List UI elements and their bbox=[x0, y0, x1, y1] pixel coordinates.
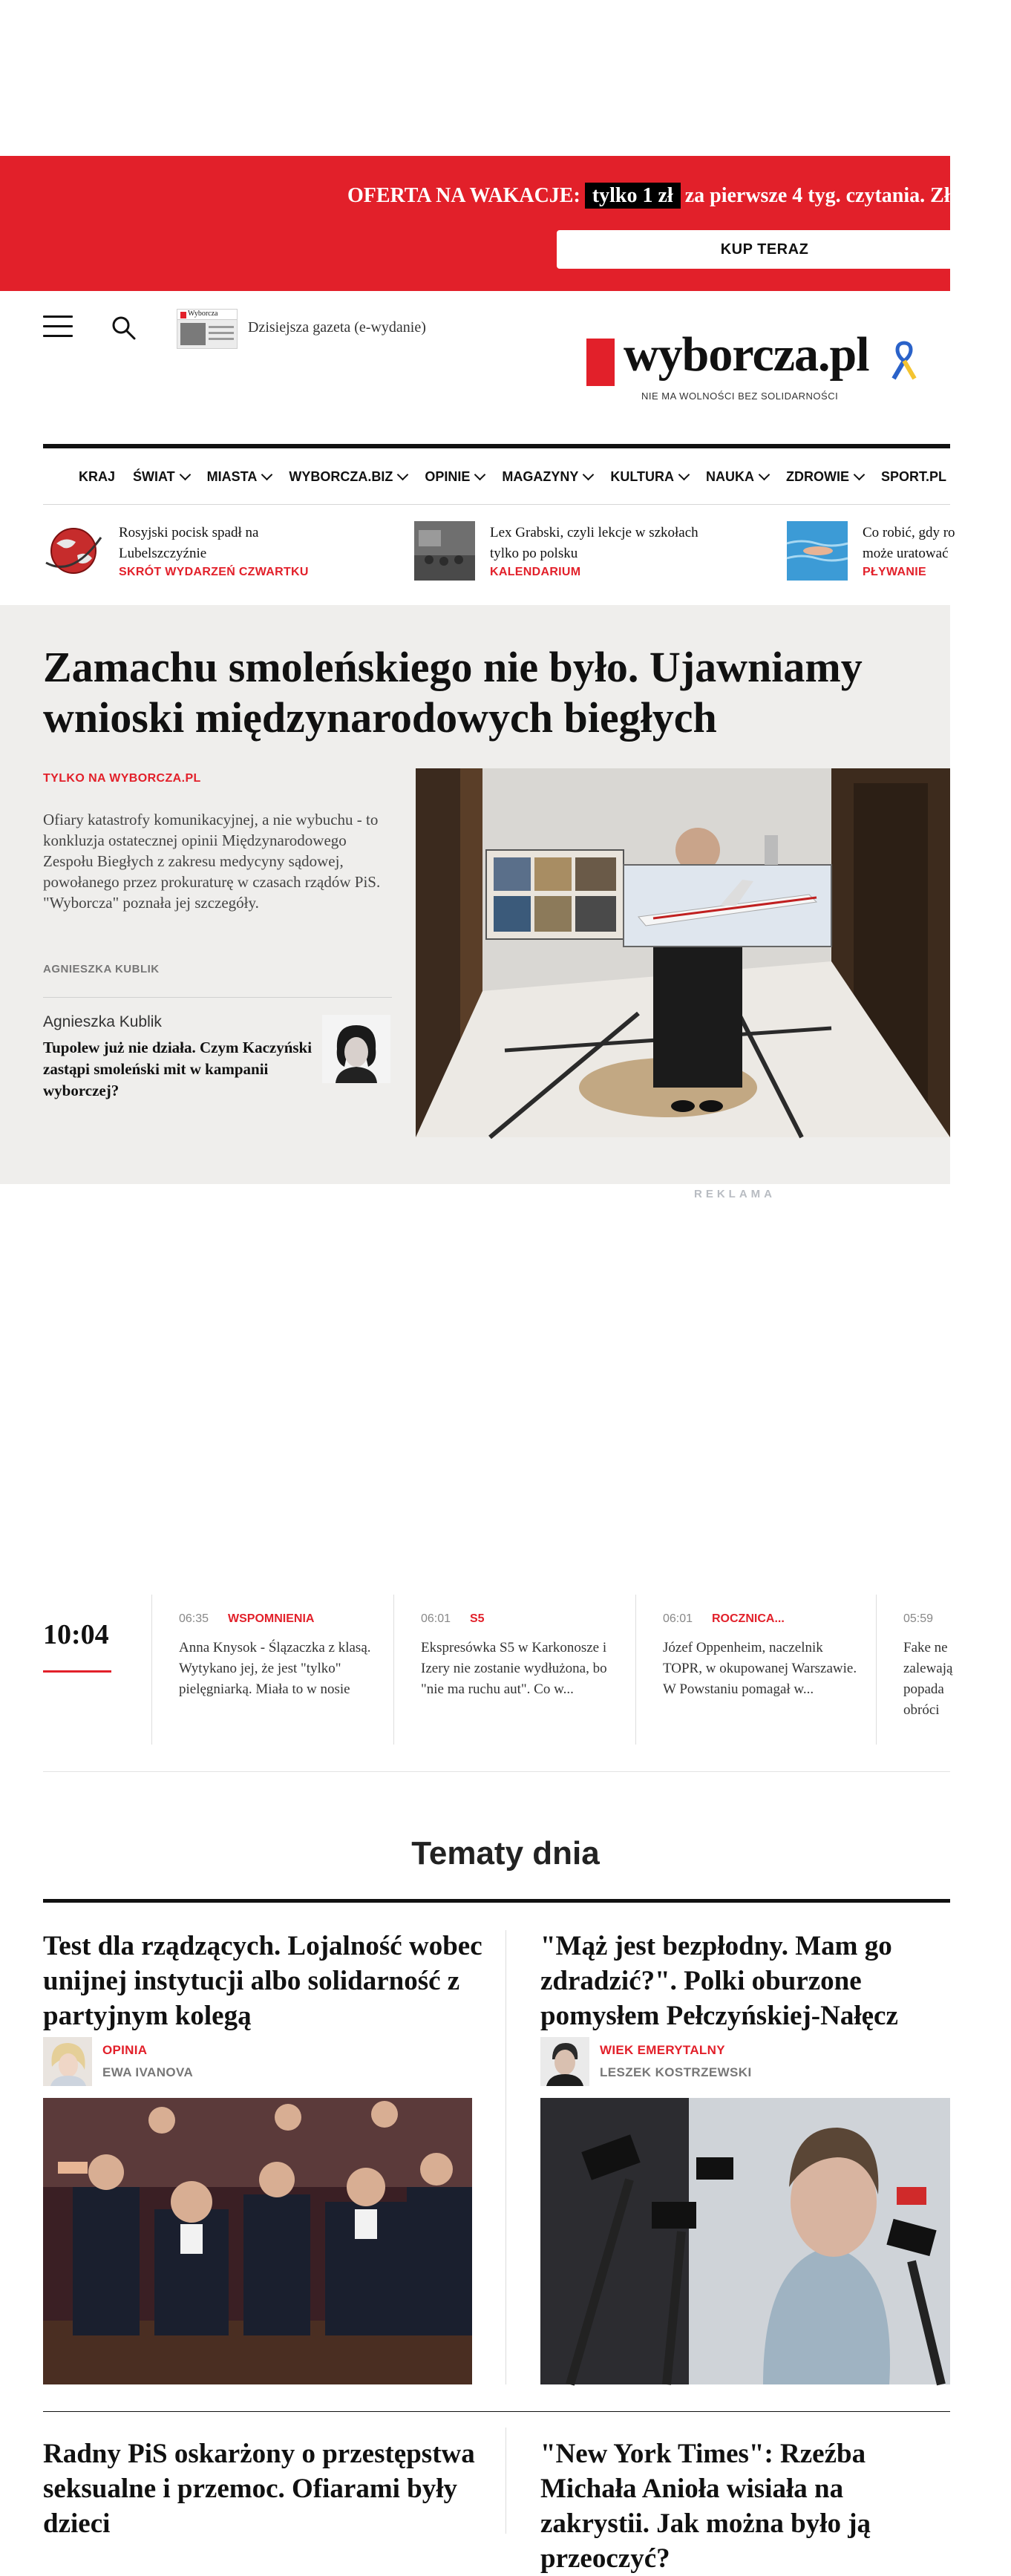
promo-text-before: OFERTA NA WAKACJE: bbox=[347, 184, 580, 207]
chevron-down-icon bbox=[759, 469, 770, 481]
author-avatar bbox=[322, 1015, 390, 1083]
chevron-down-icon bbox=[397, 469, 409, 481]
swimmer-photo bbox=[787, 521, 848, 581]
ticker-category: S5 bbox=[470, 1612, 485, 1625]
article-title[interactable]: Radny PiS oskarżony o przestępstwa seksualne i przemoc. Ofiarami były dzieci bbox=[43, 2439, 475, 2539]
article-title[interactable]: "Mąż jest bezpłodny. Mam go zdradzić?". Polki oburzone pomysłem Pełczyńskiej-Nałęcz bbox=[540, 1931, 898, 2031]
ticker-item[interactable] bbox=[635, 1595, 877, 1745]
nav-item-label: WYBORCZA.BIZ bbox=[289, 469, 393, 484]
live-time: 10:04 bbox=[43, 1619, 109, 1650]
nav-item[interactable] bbox=[706, 469, 768, 485]
article-photo[interactable] bbox=[43, 2098, 472, 2384]
divider bbox=[43, 1771, 950, 1772]
buy-now-button[interactable]: KUP TERAZ bbox=[557, 230, 972, 269]
ticker-category: ROCZNICA... bbox=[712, 1612, 785, 1625]
divider bbox=[43, 2411, 950, 2412]
teaser-label: KALENDARIUM bbox=[490, 566, 581, 578]
logo-tagline: NIE MA WOLNOŚCI BEZ SOLIDARNOŚCI bbox=[641, 390, 839, 402]
nav-item[interactable] bbox=[881, 469, 946, 485]
ticker-text: Ekspresówka S5 w Karkonosze i Izery nie zostanie wydłużona, bo "nie ma ruchu aut". Co w... bbox=[421, 1640, 607, 1697]
ticker-category: WSPOMNIENIA bbox=[228, 1612, 315, 1625]
chevron-down-icon bbox=[583, 469, 595, 481]
egazeta-link[interactable]: Dzisiejsza gazeta (e-wydanie) bbox=[248, 319, 426, 336]
nav-item[interactable] bbox=[425, 469, 484, 485]
ticker-text: Fake ne zalewają popada obróci bbox=[903, 1640, 953, 1718]
article-kicker: WIEK EMERYTALNY bbox=[600, 2043, 725, 2057]
teaser-title: Rosyjski pocisk spadł na Lubelszczyźnie bbox=[119, 525, 259, 561]
ticker-time: 06:01 bbox=[663, 1612, 693, 1625]
article-author[interactable]: LESZEK KOSTRZEWSKI bbox=[600, 2065, 752, 2079]
article-title[interactable]: Test dla rządzących. Lojalność wobec unijnej instytucji albo solidarność z partyjnym kolegą bbox=[43, 1931, 482, 2031]
chevron-down-icon bbox=[854, 469, 866, 481]
hero-kicker: TYLKO NA WYBORCZA.PL bbox=[43, 772, 201, 785]
globe-icon bbox=[43, 521, 104, 581]
chevron-down-icon bbox=[179, 469, 191, 481]
nav-item-label: ŚWIAT bbox=[133, 469, 175, 484]
nav-item-label: KULTURA bbox=[610, 469, 674, 484]
hero-lead: Ofiary katastrofy komunikacyjnej, a nie wybuchu - to konkluzja ostatecznej opinii Międzynarodowego Zespołu Biegłych z zakresu medycyny sądowej, powołanego przez prokuraturę w czasach rządów PiS. "Wyborcza" poznała jej szczegóły. bbox=[43, 811, 381, 912]
chevron-down-icon bbox=[474, 469, 486, 481]
ticker-item[interactable] bbox=[876, 1595, 953, 1745]
opinion-author: Agnieszka Kublik bbox=[43, 1013, 162, 1030]
author-avatar bbox=[540, 2037, 589, 2086]
search-icon[interactable] bbox=[110, 314, 138, 342]
live-accent-bar bbox=[43, 1670, 111, 1673]
nav-item-label: MIASTA bbox=[206, 469, 258, 484]
promo-text bbox=[347, 184, 972, 208]
nav-item[interactable] bbox=[79, 469, 115, 485]
hero-author[interactable]: AGNIESZKA KUBLIK bbox=[43, 963, 160, 975]
classroom-photo bbox=[414, 521, 475, 581]
ukraine-ribbon-icon bbox=[889, 340, 919, 382]
nav-item[interactable] bbox=[133, 469, 189, 485]
teaser-label: SKRÓT WYDARZEŃ CZWARTKU bbox=[119, 566, 309, 578]
promo-banner bbox=[0, 156, 972, 291]
nav-item[interactable] bbox=[786, 469, 863, 485]
promo-text-after: za pierwsze 4 tyg. czytania. Złap bbox=[684, 184, 972, 207]
logo-square bbox=[586, 339, 615, 386]
nav-item-label: KRAJ bbox=[79, 469, 116, 484]
article-photo[interactable] bbox=[540, 2098, 950, 2384]
ticker-time: 05:59 bbox=[903, 1612, 934, 1625]
hero-photo[interactable] bbox=[416, 768, 950, 1137]
nav-item-label: MAGAZYNY bbox=[502, 469, 579, 484]
section-rule bbox=[43, 1899, 950, 1903]
chevron-down-icon bbox=[678, 469, 690, 481]
ticker-text: Józef Oppenheim, naczelnik TOPR, w okupowanej Warszawie. W Powstaniu pomagał w... bbox=[663, 1640, 857, 1697]
site-logo[interactable] bbox=[586, 327, 928, 408]
ticker-item[interactable] bbox=[393, 1595, 635, 1745]
main-nav bbox=[43, 444, 950, 505]
nav-item-label: SPORT.PL bbox=[881, 469, 947, 484]
promo-highlight: tylko 1 zł bbox=[585, 183, 681, 209]
divider bbox=[43, 997, 392, 998]
teaser-title: Lex Grabski, czyli lekcje w szkołach tylko po polsku bbox=[490, 525, 698, 561]
nav-item[interactable] bbox=[610, 469, 688, 485]
teaser-item[interactable] bbox=[787, 521, 955, 583]
nav-item-label: NAUKA bbox=[706, 469, 754, 484]
ticker-time: 06:01 bbox=[421, 1612, 451, 1625]
nav-item[interactable] bbox=[289, 469, 407, 485]
nav-item[interactable] bbox=[207, 469, 272, 485]
article-author[interactable]: EWA IVANOVA bbox=[102, 2065, 194, 2079]
opinion-title[interactable]: Tupolew już nie działa. Czym Kaczyński zastąpi smoleński mit w kampanii wyborczej? bbox=[43, 1039, 313, 1099]
nav-item[interactable] bbox=[502, 469, 592, 485]
teaser-item[interactable] bbox=[43, 521, 340, 583]
egazeta-masthead: Wyborcza bbox=[177, 310, 237, 320]
ad-label: REKLAMA bbox=[694, 1188, 776, 1200]
ticker-item[interactable] bbox=[151, 1595, 393, 1745]
nav-item-label: ZDROWIE bbox=[786, 469, 849, 484]
egazeta-thumbnail[interactable] bbox=[177, 309, 238, 349]
teaser-item[interactable] bbox=[414, 521, 711, 583]
author-avatar bbox=[43, 2037, 92, 2086]
teaser-title: Co robić, gdy ro może uratować bbox=[863, 525, 955, 561]
menu-icon[interactable] bbox=[43, 316, 73, 341]
article-kicker: OPINIA bbox=[102, 2043, 148, 2057]
chevron-down-icon bbox=[261, 469, 273, 481]
teaser-label: PŁYWANIE bbox=[863, 566, 926, 578]
logo-wordmark: wyborcza.pl bbox=[624, 327, 869, 382]
hero-title[interactable]: Zamachu smoleńskiego nie było. Ujawniamy wnioski międzynarodowych biegłych bbox=[43, 643, 863, 742]
article-title[interactable]: "New York Times": Rzeźba Michała Anioła wisiała na zakrystii. Jak można było ją przeoczyć? bbox=[540, 2439, 871, 2574]
ticker-text: Anna Knysok - Ślązaczka z klasą. Wytykano jej, że jest "tylko" pielęgniarką. Miała to w nosie bbox=[179, 1640, 371, 1697]
nav-item-label: OPINIE bbox=[425, 469, 471, 484]
ticker-time: 06:35 bbox=[179, 1612, 209, 1625]
hero-section bbox=[0, 605, 950, 1184]
section-title: Tematy dnia bbox=[411, 1835, 600, 1871]
